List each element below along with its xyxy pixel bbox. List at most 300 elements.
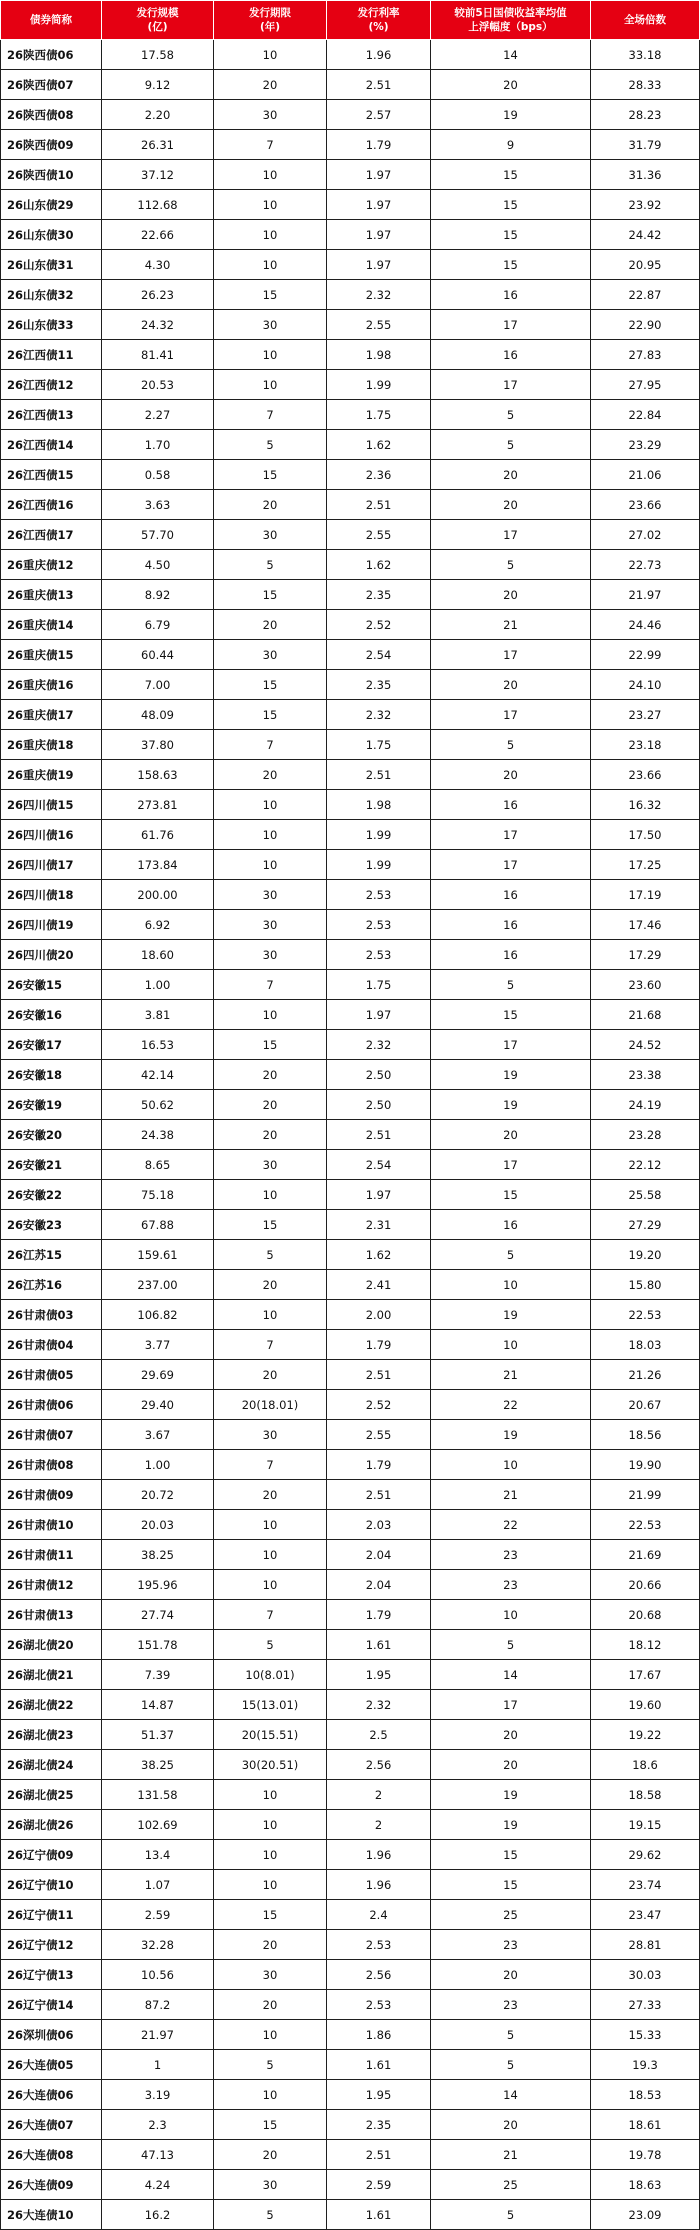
cell-bond-name: 26江西债17: [1, 520, 102, 550]
cell-subscription-multiple: 21.26: [591, 1360, 700, 1390]
cell-bond-name: 26重庆债18: [1, 730, 102, 760]
cell-issue-size: 2.27: [102, 400, 214, 430]
cell-subscription-multiple: 23.47: [591, 1900, 700, 1930]
cell-bond-name: 26四川债20: [1, 940, 102, 970]
cell-spread-bps: 5: [431, 400, 591, 430]
cell-issue-term: 20: [214, 1090, 327, 1120]
cell-issue-size: 20.03: [102, 1510, 214, 1540]
column-header-subscription-multiple: 全场倍数: [591, 1, 700, 40]
cell-spread-bps: 17: [431, 850, 591, 880]
table-row: [1, 1240, 700, 1270]
cell-issue-term: 10: [214, 850, 327, 880]
cell-issue-size: 20.72: [102, 1480, 214, 1510]
cell-issue-term: 10: [214, 250, 327, 280]
cell-issue-term: 10: [214, 340, 327, 370]
cell-subscription-multiple: 18.58: [591, 1780, 700, 1810]
cell-spread-bps: 10: [431, 1600, 591, 1630]
table-row: [1, 760, 700, 790]
cell-subscription-multiple: 23.60: [591, 970, 700, 1000]
cell-spread-bps: 16: [431, 910, 591, 940]
cell-issue-rate: 2: [327, 1780, 431, 1810]
cell-bond-name: 26安徽18: [1, 1060, 102, 1090]
cell-issue-rate: 2: [327, 1810, 431, 1840]
cell-issue-term: 15: [214, 460, 327, 490]
cell-issue-term: 15: [214, 700, 327, 730]
cell-subscription-multiple: 19.3: [591, 2050, 700, 2080]
cell-issue-size: 61.76: [102, 820, 214, 850]
cell-spread-bps: 14: [431, 1660, 591, 1690]
cell-issue-size: 29.40: [102, 1390, 214, 1420]
table-row: [1, 1570, 700, 1600]
cell-spread-bps: 19: [431, 1300, 591, 1330]
cell-subscription-multiple: 23.27: [591, 700, 700, 730]
cell-issue-rate: 2.55: [327, 1420, 431, 1450]
cell-issue-rate: 2.56: [327, 1960, 431, 1990]
cell-subscription-multiple: 19.22: [591, 1720, 700, 1750]
cell-issue-rate: 2.03: [327, 1510, 431, 1540]
table-row: [1, 1270, 700, 1300]
cell-subscription-multiple: 20.66: [591, 1570, 700, 1600]
cell-bond-name: 26大连债08: [1, 2140, 102, 2170]
cell-spread-bps: 5: [431, 970, 591, 1000]
cell-issue-term: 20: [214, 1120, 327, 1150]
cell-subscription-multiple: 22.53: [591, 1300, 700, 1330]
cell-spread-bps: 17: [431, 310, 591, 340]
cell-issue-rate: 1.96: [327, 1840, 431, 1870]
table-row: [1, 1360, 700, 1390]
cell-subscription-multiple: 18.61: [591, 2110, 700, 2140]
cell-subscription-multiple: 28.81: [591, 1930, 700, 1960]
cell-bond-name: 26江西债12: [1, 370, 102, 400]
table-row: [1, 550, 700, 580]
cell-issue-size: 1.07: [102, 1870, 214, 1900]
cell-issue-term: 20: [214, 490, 327, 520]
cell-issue-size: 2.20: [102, 100, 214, 130]
table-row: [1, 130, 700, 160]
cell-issue-term: 15: [214, 1030, 327, 1060]
column-header-issue-term: 发行期限 (年): [214, 1, 327, 40]
cell-issue-rate: 1.99: [327, 850, 431, 880]
cell-issue-size: 106.82: [102, 1300, 214, 1330]
cell-issue-term: 30: [214, 310, 327, 340]
cell-issue-rate: 2.52: [327, 610, 431, 640]
cell-subscription-multiple: 18.63: [591, 2170, 700, 2200]
cell-issue-rate: 1.98: [327, 790, 431, 820]
cell-subscription-multiple: 23.09: [591, 2200, 700, 2230]
cell-issue-rate: 1.75: [327, 970, 431, 1000]
cell-bond-name: 26甘肃债10: [1, 1510, 102, 1540]
cell-bond-name: 26甘肃债12: [1, 1570, 102, 1600]
cell-spread-bps: 10: [431, 1450, 591, 1480]
table-row: [1, 850, 700, 880]
cell-issue-term: 15: [214, 670, 327, 700]
cell-spread-bps: 5: [431, 550, 591, 580]
cell-issue-size: 26.31: [102, 130, 214, 160]
cell-issue-rate: 1.97: [327, 160, 431, 190]
cell-issue-term: 30: [214, 1150, 327, 1180]
cell-bond-name: 26山东债31: [1, 250, 102, 280]
cell-issue-size: 6.92: [102, 910, 214, 940]
cell-subscription-multiple: 23.29: [591, 430, 700, 460]
table-row: [1, 490, 700, 520]
cell-bond-name: 26湖北债24: [1, 1750, 102, 1780]
cell-issue-rate: 2.41: [327, 1270, 431, 1300]
cell-subscription-multiple: 24.19: [591, 1090, 700, 1120]
cell-issue-size: 81.41: [102, 340, 214, 370]
table-row: [1, 2110, 700, 2140]
table-row: [1, 370, 700, 400]
table-row: [1, 1030, 700, 1060]
cell-spread-bps: 21: [431, 1360, 591, 1390]
header-row: [1, 1, 700, 40]
cell-issue-size: 7.39: [102, 1660, 214, 1690]
cell-spread-bps: 20: [431, 1960, 591, 1990]
cell-spread-bps: 21: [431, 1480, 591, 1510]
cell-subscription-multiple: 24.46: [591, 610, 700, 640]
cell-spread-bps: 25: [431, 1900, 591, 1930]
cell-bond-name: 26重庆债14: [1, 610, 102, 640]
cell-bond-name: 26江西债14: [1, 430, 102, 460]
cell-bond-name: 26甘肃债09: [1, 1480, 102, 1510]
cell-issue-size: 75.18: [102, 1180, 214, 1210]
cell-issue-size: 21.97: [102, 2020, 214, 2050]
cell-subscription-multiple: 15.80: [591, 1270, 700, 1300]
cell-issue-rate: 1.79: [327, 130, 431, 160]
cell-issue-rate: 2.57: [327, 100, 431, 130]
table-row: [1, 1540, 700, 1570]
cell-subscription-multiple: 19.15: [591, 1810, 700, 1840]
cell-issue-size: 8.65: [102, 1150, 214, 1180]
cell-issue-rate: 2.32: [327, 1030, 431, 1060]
cell-issue-size: 20.53: [102, 370, 214, 400]
cell-spread-bps: 23: [431, 1930, 591, 1960]
table-row: [1, 580, 700, 610]
cell-bond-name: 26湖北债22: [1, 1690, 102, 1720]
cell-issue-rate: 1.95: [327, 1660, 431, 1690]
cell-issue-term: 20: [214, 1990, 327, 2020]
cell-issue-term: 10: [214, 1780, 327, 1810]
cell-issue-rate: 2.31: [327, 1210, 431, 1240]
cell-issue-term: 30(20.51): [214, 1750, 327, 1780]
cell-issue-term: 5: [214, 1240, 327, 1270]
cell-spread-bps: 20: [431, 760, 591, 790]
cell-bond-name: 26湖北债20: [1, 1630, 102, 1660]
cell-issue-size: 17.58: [102, 40, 214, 70]
cell-issue-size: 237.00: [102, 1270, 214, 1300]
cell-issue-size: 22.66: [102, 220, 214, 250]
cell-subscription-multiple: 20.95: [591, 250, 700, 280]
cell-issue-term: 10: [214, 1000, 327, 1030]
cell-bond-name: 26湖北债23: [1, 1720, 102, 1750]
cell-spread-bps: 17: [431, 820, 591, 850]
cell-issue-term: 10: [214, 820, 327, 850]
table-row: [1, 340, 700, 370]
cell-issue-term: 20: [214, 1930, 327, 1960]
table-row: [1, 910, 700, 940]
cell-issue-term: 5: [214, 430, 327, 460]
cell-subscription-multiple: 23.66: [591, 760, 700, 790]
cell-bond-name: 26湖北债21: [1, 1660, 102, 1690]
cell-issue-rate: 2.51: [327, 70, 431, 100]
cell-subscription-multiple: 15.33: [591, 2020, 700, 2050]
cell-subscription-multiple: 31.36: [591, 160, 700, 190]
cell-issue-rate: 2.55: [327, 520, 431, 550]
cell-bond-name: 26安徽21: [1, 1150, 102, 1180]
cell-bond-name: 26重庆债15: [1, 640, 102, 670]
cell-subscription-multiple: 17.25: [591, 850, 700, 880]
cell-issue-rate: 2.50: [327, 1060, 431, 1090]
cell-issue-term: 20: [214, 760, 327, 790]
cell-issue-size: 7.00: [102, 670, 214, 700]
cell-subscription-multiple: 28.23: [591, 100, 700, 130]
cell-spread-bps: 25: [431, 2170, 591, 2200]
column-header-bond-name: 债券简称: [1, 1, 102, 40]
table-row: [1, 220, 700, 250]
cell-issue-term: 30: [214, 910, 327, 940]
cell-issue-term: 10: [214, 1510, 327, 1540]
cell-issue-rate: 1.79: [327, 1450, 431, 1480]
table-row: [1, 280, 700, 310]
cell-issue-size: 27.74: [102, 1600, 214, 1630]
cell-issue-term: 15: [214, 280, 327, 310]
table-row: [1, 1780, 700, 1810]
cell-subscription-multiple: 19.78: [591, 2140, 700, 2170]
cell-issue-rate: 1.61: [327, 2200, 431, 2230]
cell-bond-name: 26辽宁债13: [1, 1960, 102, 1990]
cell-subscription-multiple: 25.58: [591, 1180, 700, 1210]
cell-issue-size: 4.50: [102, 550, 214, 580]
cell-subscription-multiple: 23.74: [591, 1870, 700, 1900]
cell-spread-bps: 20: [431, 670, 591, 700]
cell-bond-name: 26安徽15: [1, 970, 102, 1000]
cell-subscription-multiple: 24.42: [591, 220, 700, 250]
table-row: [1, 430, 700, 460]
cell-issue-rate: 1.99: [327, 370, 431, 400]
cell-issue-size: 60.44: [102, 640, 214, 670]
table-row: [1, 1150, 700, 1180]
table-row: [1, 2200, 700, 2230]
cell-issue-rate: 1.97: [327, 190, 431, 220]
cell-spread-bps: 22: [431, 1510, 591, 1540]
cell-issue-term: 15: [214, 2110, 327, 2140]
cell-bond-name: 26山东债32: [1, 280, 102, 310]
cell-spread-bps: 16: [431, 280, 591, 310]
table-row: [1, 520, 700, 550]
cell-subscription-multiple: 28.33: [591, 70, 700, 100]
cell-issue-term: 10: [214, 1300, 327, 1330]
cell-issue-size: 8.92: [102, 580, 214, 610]
cell-issue-term: 30: [214, 880, 327, 910]
cell-issue-rate: 1.97: [327, 220, 431, 250]
table-row: [1, 160, 700, 190]
cell-subscription-multiple: 19.60: [591, 1690, 700, 1720]
cell-spread-bps: 5: [431, 2200, 591, 2230]
cell-subscription-multiple: 27.95: [591, 370, 700, 400]
table-row: [1, 1510, 700, 1540]
cell-issue-rate: 1.97: [327, 250, 431, 280]
cell-issue-term: 7: [214, 730, 327, 760]
table-row: [1, 1090, 700, 1120]
cell-spread-bps: 9: [431, 130, 591, 160]
table-row: [1, 1600, 700, 1630]
cell-spread-bps: 20: [431, 460, 591, 490]
cell-issue-rate: 2.32: [327, 280, 431, 310]
cell-issue-term: 10: [214, 160, 327, 190]
cell-subscription-multiple: 17.19: [591, 880, 700, 910]
cell-spread-bps: 20: [431, 490, 591, 520]
cell-issue-term: 10: [214, 1540, 327, 1570]
cell-issue-rate: 2.35: [327, 580, 431, 610]
cell-subscription-multiple: 20.67: [591, 1390, 700, 1420]
cell-issue-term: 10: [214, 40, 327, 70]
cell-subscription-multiple: 18.6: [591, 1750, 700, 1780]
cell-spread-bps: 23: [431, 1570, 591, 1600]
cell-spread-bps: 5: [431, 1630, 591, 1660]
cell-spread-bps: 17: [431, 1150, 591, 1180]
cell-issue-size: 0.58: [102, 460, 214, 490]
cell-bond-name: 26辽宁债12: [1, 1930, 102, 1960]
table-row: [1, 2050, 700, 2080]
cell-spread-bps: 22: [431, 1390, 591, 1420]
cell-issue-size: 42.14: [102, 1060, 214, 1090]
cell-subscription-multiple: 17.46: [591, 910, 700, 940]
table-row: [1, 1900, 700, 1930]
cell-bond-name: 26四川债18: [1, 880, 102, 910]
cell-bond-name: 26陕西债07: [1, 70, 102, 100]
cell-subscription-multiple: 18.03: [591, 1330, 700, 1360]
cell-issue-rate: 2.50: [327, 1090, 431, 1120]
table-row: [1, 1630, 700, 1660]
table-row: [1, 1180, 700, 1210]
cell-issue-term: 7: [214, 400, 327, 430]
cell-subscription-multiple: 22.73: [591, 550, 700, 580]
cell-issue-term: 10: [214, 1570, 327, 1600]
cell-subscription-multiple: 22.84: [591, 400, 700, 430]
cell-issue-rate: 2.53: [327, 910, 431, 940]
cell-issue-size: 273.81: [102, 790, 214, 820]
cell-subscription-multiple: 18.56: [591, 1420, 700, 1450]
cell-bond-name: 26大连债07: [1, 2110, 102, 2140]
cell-issue-size: 37.80: [102, 730, 214, 760]
cell-spread-bps: 15: [431, 1180, 591, 1210]
cell-bond-name: 26大连债10: [1, 2200, 102, 2230]
cell-issue-rate: 1.95: [327, 2080, 431, 2110]
column-header-spread-bps: 较前5日国债收益率均值 上浮幅度（bps）: [431, 1, 591, 40]
cell-subscription-multiple: 17.29: [591, 940, 700, 970]
table-row: [1, 1330, 700, 1360]
cell-bond-name: 26甘肃债13: [1, 1600, 102, 1630]
cell-subscription-multiple: 20.68: [591, 1600, 700, 1630]
cell-bond-name: 26江西债15: [1, 460, 102, 490]
cell-subscription-multiple: 22.87: [591, 280, 700, 310]
cell-bond-name: 26安徽23: [1, 1210, 102, 1240]
table-row: [1, 40, 700, 70]
table-row: [1, 1390, 700, 1420]
cell-bond-name: 26甘肃债06: [1, 1390, 102, 1420]
table-row: [1, 1120, 700, 1150]
cell-issue-term: 5: [214, 2200, 327, 2230]
cell-issue-size: 10.56: [102, 1960, 214, 1990]
cell-issue-rate: 1.86: [327, 2020, 431, 2050]
cell-spread-bps: 16: [431, 790, 591, 820]
cell-issue-rate: 2.51: [327, 1120, 431, 1150]
cell-bond-name: 26四川债17: [1, 850, 102, 880]
cell-bond-name: 26辽宁债09: [1, 1840, 102, 1870]
cell-subscription-multiple: 22.53: [591, 1510, 700, 1540]
table-row: [1, 1720, 700, 1750]
cell-issue-rate: 2.51: [327, 760, 431, 790]
cell-spread-bps: 10: [431, 1270, 591, 1300]
cell-spread-bps: 16: [431, 1210, 591, 1240]
cell-issue-size: 200.00: [102, 880, 214, 910]
cell-issue-size: 173.84: [102, 850, 214, 880]
table-row: [1, 1210, 700, 1240]
cell-issue-rate: 1.99: [327, 820, 431, 850]
cell-bond-name: 26重庆债16: [1, 670, 102, 700]
cell-bond-name: 26湖北债25: [1, 1780, 102, 1810]
cell-bond-name: 26安徽17: [1, 1030, 102, 1060]
cell-issue-term: 30: [214, 100, 327, 130]
table-body: [1, 40, 700, 2230]
cell-bond-name: 26甘肃债07: [1, 1420, 102, 1450]
cell-issue-term: 7: [214, 970, 327, 1000]
table-row: [1, 1420, 700, 1450]
table-row: [1, 70, 700, 100]
cell-bond-name: 26江苏15: [1, 1240, 102, 1270]
cell-subscription-multiple: 27.29: [591, 1210, 700, 1240]
cell-issue-term: 7: [214, 1450, 327, 1480]
cell-issue-size: 2.59: [102, 1900, 214, 1930]
cell-spread-bps: 15: [431, 1870, 591, 1900]
cell-issue-term: 30: [214, 1420, 327, 1450]
cell-spread-bps: 5: [431, 2020, 591, 2050]
cell-issue-term: 5: [214, 1630, 327, 1660]
cell-issue-rate: 2.51: [327, 1480, 431, 1510]
table-row: [1, 670, 700, 700]
cell-issue-rate: 1.79: [327, 1330, 431, 1360]
cell-spread-bps: 19: [431, 1060, 591, 1090]
cell-issue-rate: 1.98: [327, 340, 431, 370]
table-row: [1, 610, 700, 640]
cell-bond-name: 26重庆债13: [1, 580, 102, 610]
table-row: [1, 1960, 700, 1990]
cell-spread-bps: 19: [431, 1780, 591, 1810]
table-row: [1, 2140, 700, 2170]
cell-bond-name: 26陕西债08: [1, 100, 102, 130]
cell-subscription-multiple: 16.32: [591, 790, 700, 820]
cell-issue-size: 1: [102, 2050, 214, 2080]
cell-subscription-multiple: 27.33: [591, 1990, 700, 2020]
cell-subscription-multiple: 31.79: [591, 130, 700, 160]
cell-bond-name: 26江西债16: [1, 490, 102, 520]
table-row: [1, 1300, 700, 1330]
cell-issue-rate: 2.00: [327, 1300, 431, 1330]
table-row: [1, 460, 700, 490]
table-row: [1, 790, 700, 820]
cell-bond-name: 26陕西债10: [1, 160, 102, 190]
cell-bond-name: 26江苏16: [1, 1270, 102, 1300]
cell-issue-size: 4.30: [102, 250, 214, 280]
table-row: [1, 970, 700, 1000]
cell-issue-term: 10: [214, 190, 327, 220]
cell-issue-size: 24.32: [102, 310, 214, 340]
cell-issue-rate: 1.79: [327, 1600, 431, 1630]
cell-bond-name: 26山东债29: [1, 190, 102, 220]
table-row: [1, 820, 700, 850]
cell-bond-name: 26大连债05: [1, 2050, 102, 2080]
cell-spread-bps: 21: [431, 610, 591, 640]
cell-issue-size: 4.24: [102, 2170, 214, 2200]
